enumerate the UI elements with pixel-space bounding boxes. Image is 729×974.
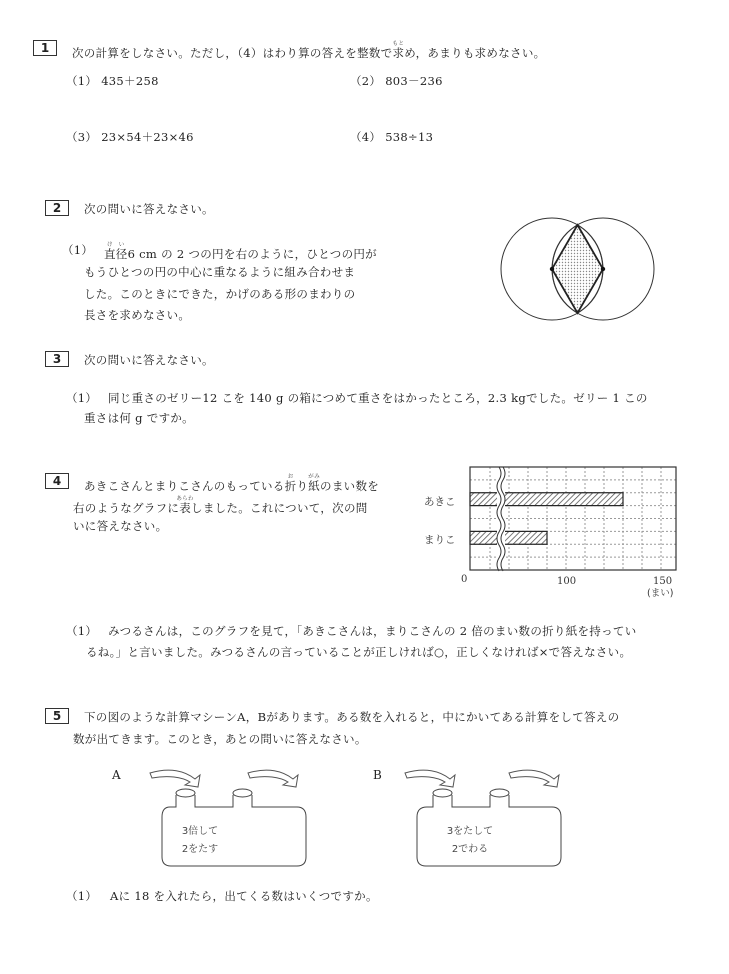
axis-break xyxy=(497,467,505,571)
center-point-left xyxy=(550,267,554,271)
question-number-1: 1 xyxy=(33,40,57,56)
input-arrow-icon xyxy=(150,770,200,787)
q1-instruction xyxy=(72,41,545,61)
q2-instruction: 次の問いに答えなさい。 xyxy=(84,202,214,216)
q2-sub1-line-3: した。このときにできた，かげのある形のまわりの xyxy=(84,287,356,301)
overlapping-circles-diagram xyxy=(495,210,665,325)
machine-a-operation: 3倍して 2をたす xyxy=(181,826,219,855)
category-label-mariko: まりこ xyxy=(424,534,456,546)
category-label-akiko: あきこ xyxy=(424,496,456,508)
q3-sub1-label: （1） xyxy=(66,391,98,405)
q5-sub1-text: Aに 18 を入れたら，出てくる数はいくつですか。 xyxy=(110,889,378,903)
tick-label-100: 100 xyxy=(557,576,577,587)
x-axis-unit-label: (まい) xyxy=(647,588,674,599)
q1-instruction-a: 次の計算をしなさい。ただし，（4）はわり算の答えを整数で xyxy=(72,46,393,60)
paper-count-bar-chart xyxy=(410,460,700,605)
input-chute xyxy=(433,789,452,797)
output-arrow-icon xyxy=(248,770,298,787)
output-chute xyxy=(233,789,252,797)
output-arrow-icon xyxy=(509,770,559,787)
output-chute xyxy=(490,789,509,797)
q1-problem-3: （3） 23×54＋23×46 xyxy=(66,130,194,144)
q3-sub1-line-1: 同じ重さのゼリー12 こを 140 g の箱につめて重さをはかったところ，2.3 kgでした。ゼリー 1 この xyxy=(108,391,648,405)
q1-ruby: 求もと xyxy=(392,41,405,60)
question-number-4: 4 xyxy=(45,473,69,489)
shaded-rhombus xyxy=(552,225,603,313)
q4-intro-line-2: 右のようなグラフに表あらわしました。これについて，次の問 xyxy=(73,496,368,515)
machine-a-label: A xyxy=(112,768,121,782)
q5-line-2: 数が出てきます。このとき，あとの問いに答えなさい。 xyxy=(73,732,367,746)
q2-ruby: 直径けい xyxy=(104,242,128,261)
center-point-right xyxy=(601,267,605,271)
input-arrow-icon xyxy=(405,770,455,787)
q1-instruction-b: め，あまりも求めなさい。 xyxy=(404,46,546,60)
machine-a-diagram xyxy=(140,765,320,870)
q4-intro-line-3: いに答えなさい。 xyxy=(73,519,168,533)
input-chute xyxy=(176,789,195,797)
q4-sub1-line-2: るね。」と言いました。みつるさんの言っていることが正しければ○，正しくなければ×で答えなさい。 xyxy=(86,645,632,659)
machine-b-operation: 3をたして 2でわる xyxy=(446,826,494,855)
tick-label-150: 150 xyxy=(653,576,673,587)
question-number-3: 3 xyxy=(45,351,69,367)
q4-intro-line-1: あきこさんとまりこさんのもっている折おり紙がみのまい数を xyxy=(84,474,380,493)
q1-problem-1: （1） 435＋258 xyxy=(66,74,159,88)
q4-sub1-label: （1） xyxy=(66,624,98,638)
q4-sub1-line-1: みつるさんは，このグラフを見て，「あきこさんは，まりこさんの 2 倍のまい数の折り紙を持ってい xyxy=(108,624,637,638)
q3-instruction: 次の問いに答えなさい。 xyxy=(84,353,214,367)
q1-problem-4: （4） 538÷13 xyxy=(350,130,434,144)
question-number-5: 5 xyxy=(45,708,69,724)
q2-sub1-label: （1） xyxy=(62,243,94,257)
bar-mariko xyxy=(470,531,547,544)
q1-problem-2: （2） 803－236 xyxy=(350,74,443,88)
q2-sub1-line-2: もうひとつの円の中心に重なるように組み合わせま xyxy=(84,265,356,279)
tick-label-0: 0 xyxy=(461,574,468,585)
machine-b-label: B xyxy=(373,768,383,782)
q2-sub1-line-4: 長さを求めなさい。 xyxy=(84,308,191,322)
q3-sub1-line-2: 重さは何 g ですか。 xyxy=(84,411,194,425)
q2-sub1-line-1: 直径けい6 cm の 2 つの円を右のように，ひとつの円が xyxy=(104,242,377,261)
q5-sub1-label: （1） xyxy=(66,889,98,903)
question-number-2: 2 xyxy=(45,200,69,216)
q5-line-1: 下の図のような計算マシーンA，Bがあります。ある数を入れると，中にかいてある計算をして答えの xyxy=(84,710,620,724)
bar-akiko xyxy=(470,493,623,506)
